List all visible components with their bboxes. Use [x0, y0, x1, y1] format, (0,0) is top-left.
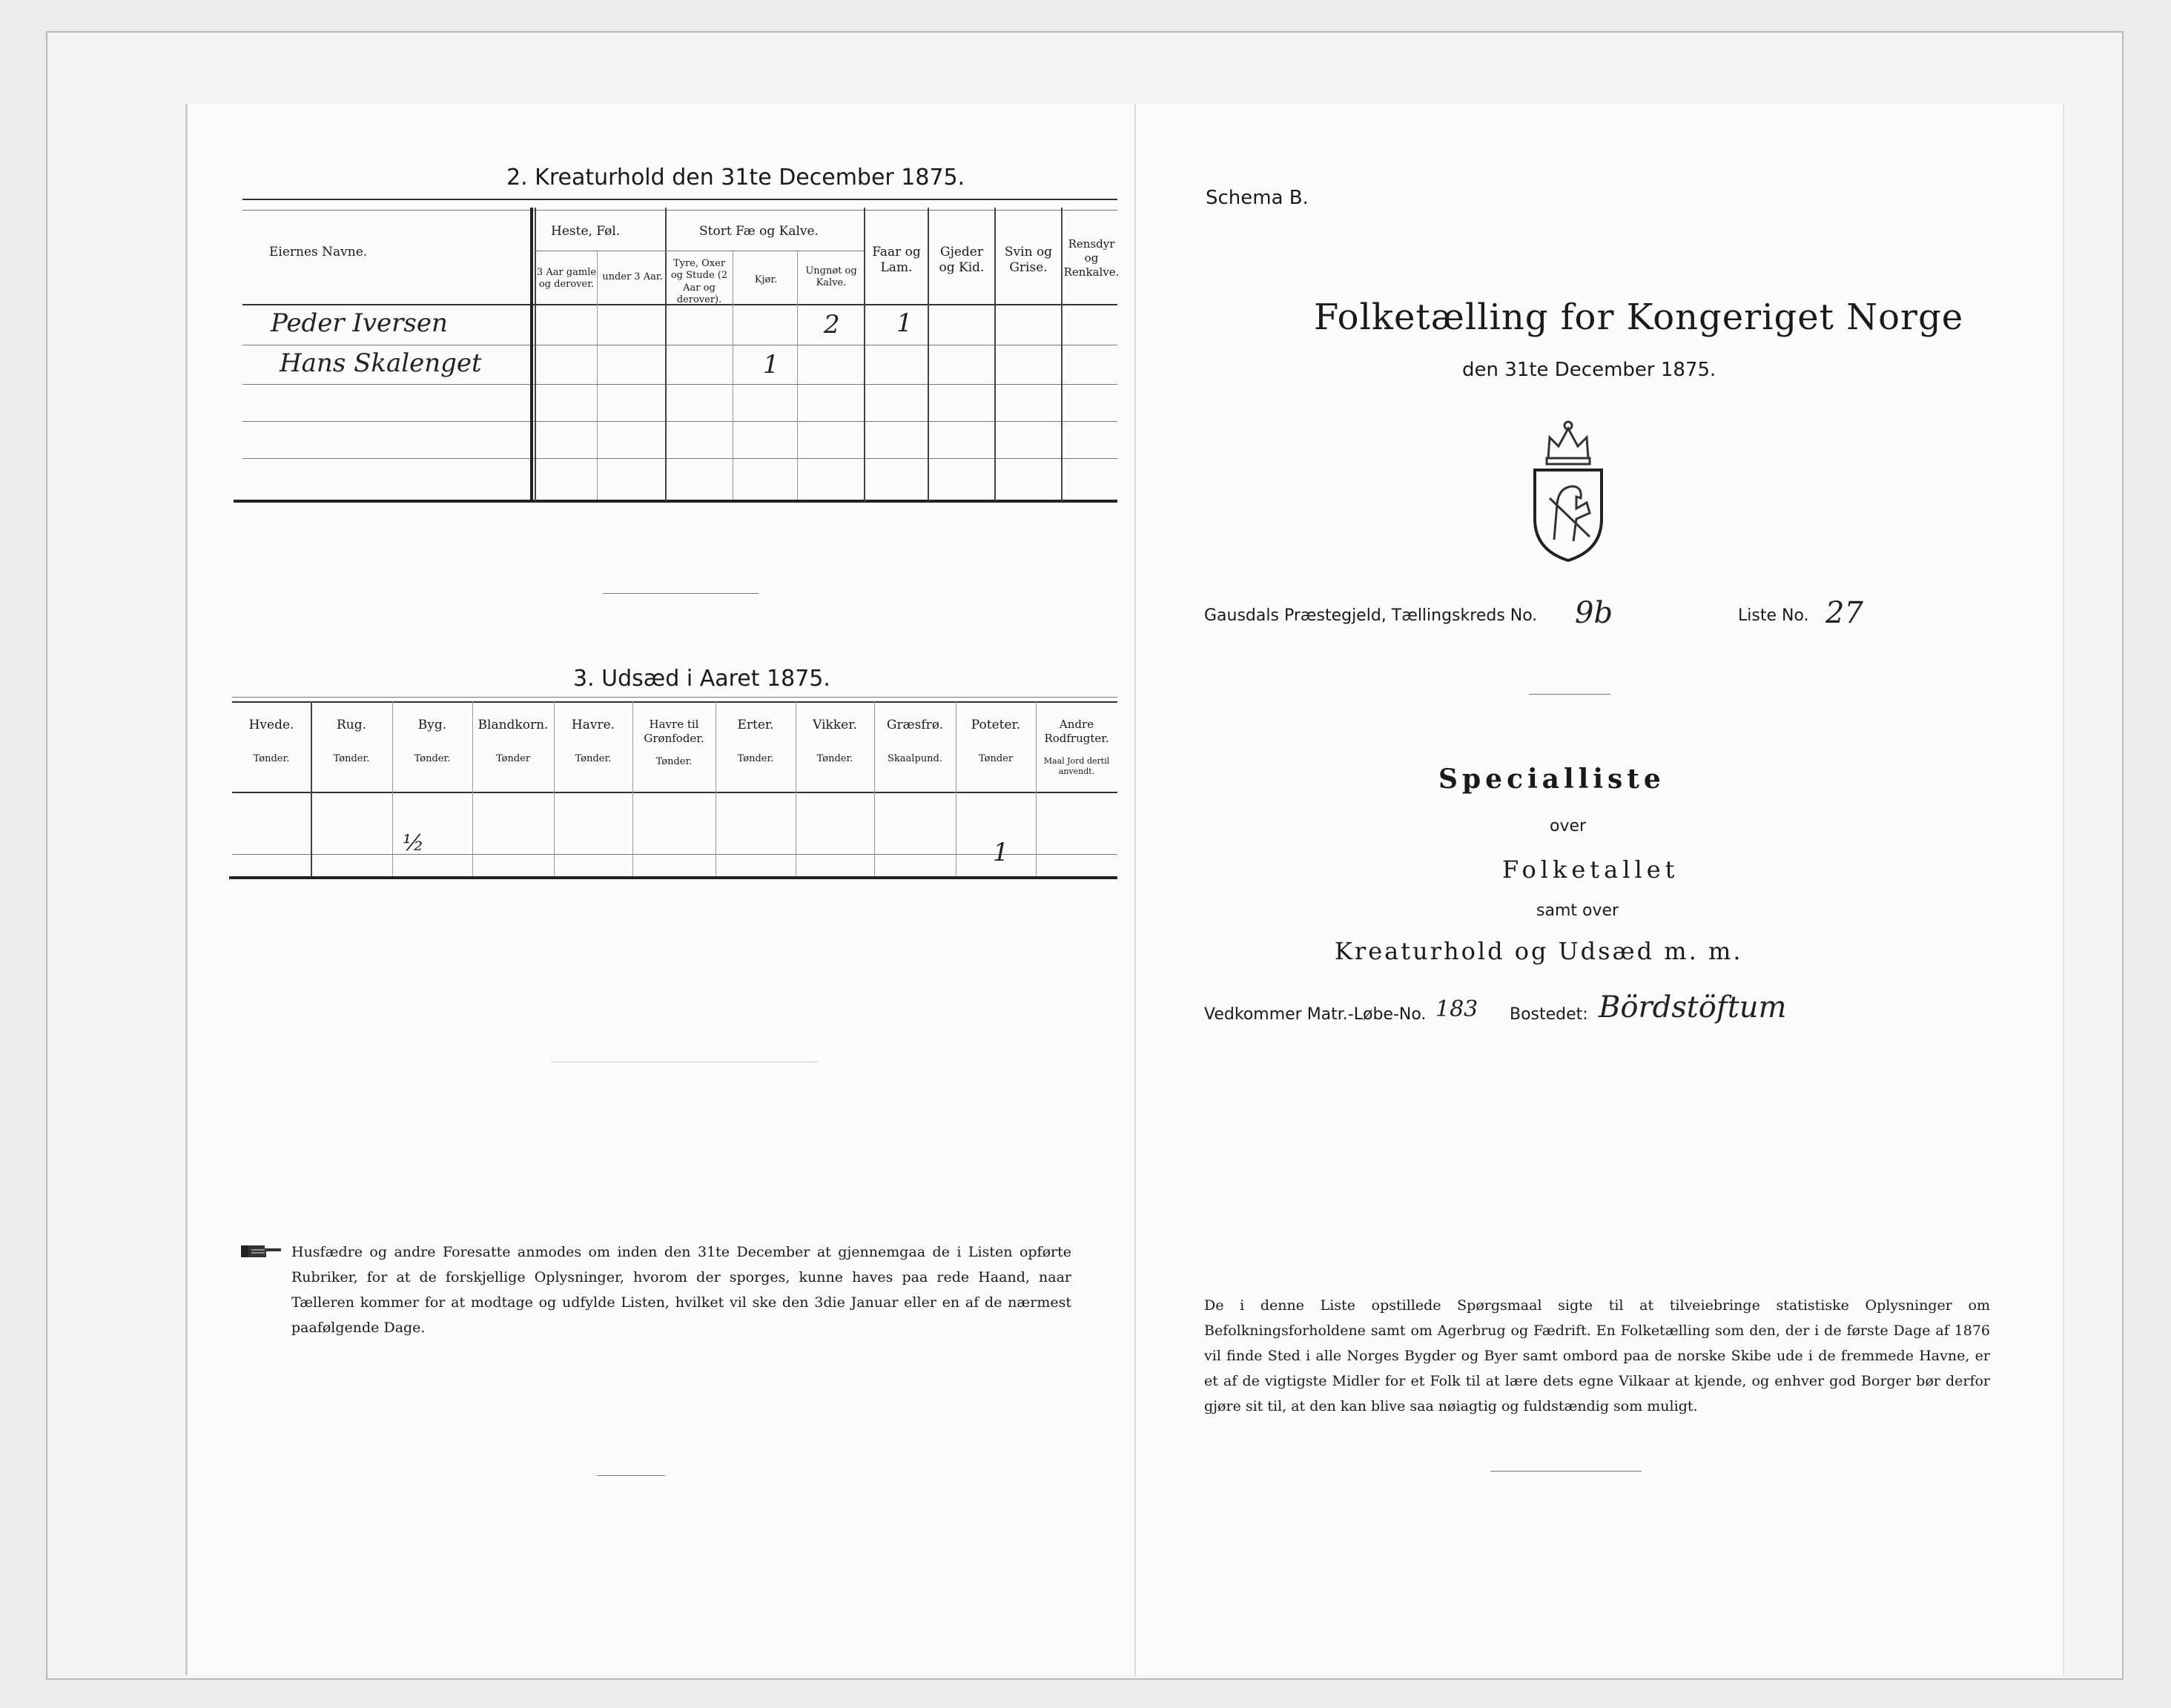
- table1-col-line: [597, 251, 598, 500]
- liste-number: 27: [1825, 596, 1863, 630]
- end-rule: [597, 1475, 665, 1476]
- col-svin-header: Svin og Grise.: [1004, 245, 1053, 276]
- col-heste-group-header: Heste, Føl.: [551, 224, 621, 239]
- samt-over-text: samt over: [1536, 901, 1619, 920]
- matr-number: 183: [1435, 996, 1478, 1022]
- col-tyre-header: Tyre, Oxer og Stude (2 Aar og derover).: [670, 258, 728, 305]
- table2-top-rule-inner: [232, 701, 1117, 703]
- table2-col-unit: Tønder.: [575, 753, 612, 764]
- end-rule-right: [1490, 1471, 1642, 1472]
- table2-col-header: Græsfrø.: [886, 718, 944, 732]
- table2-col-header: Poteter.: [971, 718, 1021, 732]
- table1-row-rule: [242, 421, 1117, 422]
- table2-col-unit: Tønder: [495, 753, 531, 764]
- table2-col-header: Havre til Grønfoder.: [644, 718, 704, 745]
- right-page: [1134, 104, 2064, 1675]
- title-separator: [1529, 694, 1610, 695]
- schema-label: Schema B.: [1206, 187, 1309, 209]
- table1-bottom-rule: [234, 500, 1117, 503]
- table2-col-unit: Tønder: [978, 753, 1014, 764]
- col-faar-header: Faar og Lam.: [872, 245, 921, 276]
- table2-row-rule: [232, 854, 1117, 855]
- table1-col-line: [928, 208, 929, 501]
- table1-name-divider-inner: [535, 208, 536, 501]
- info-paragraph: De i denne Liste opstillede Spørgsmaal sigte til at tilveiebringe statistiske Oplysninger om Befolkningsforholdene samt om Agerbrug og Fædrift. En Folketælling som den, der i de første Dage af 1876 vil finde Sted i alle Norges Bygder og Byer samt ombord paa de norske Skibe ude i de fremmede Havne, er et af de vigtigste Midler for et Folk til at lære dets egne Vilkaar at kjende, og enhver god Borger bør derfor gjøre sit til, at den kan blive saa nøiagtig og fuldstændig som muligt.: [1204, 1297, 1990, 1414]
- bosted-label: Bostedet:: [1510, 1005, 1588, 1024]
- census-date: den 31te December 1875.: [1462, 359, 1716, 381]
- table2-col-unit: Tønder.: [737, 753, 774, 764]
- table2-col-unit: Tønder.: [816, 753, 853, 764]
- norway-coat-of-arms-icon: [1527, 415, 1609, 563]
- table2-bottom-rule: [229, 876, 1117, 879]
- table2-col-unit: Tønder.: [253, 753, 290, 764]
- table2-col-unit: Skaalpund.: [888, 753, 942, 764]
- kreds-number: 9b: [1575, 596, 1613, 630]
- poteter-value: 1: [993, 838, 1009, 867]
- bosted-value: Bördstöftum: [1599, 990, 1787, 1025]
- col-ungnot-header: Ungnøt og Kalve.: [805, 265, 857, 289]
- row-1-ungnot-value: 2: [824, 310, 840, 340]
- col-heste-under3-header: under 3 Aar.: [602, 271, 663, 282]
- location-label: Gausdals Præstegjeld, Tællingskreds No.: [1204, 606, 1538, 625]
- table2-col-unit: Tønder.: [655, 756, 693, 767]
- table1-col-line: [864, 208, 865, 501]
- col-heste-3aar-header: 3 Aar gamle og derover.: [536, 267, 597, 291]
- census-title: Folketælling for Kongeriget Norge: [1314, 297, 1964, 338]
- col-stort-group-header: Stort Fæ og Kalve.: [699, 224, 819, 239]
- kreaturhold-heading: Kreaturhold og Udsæd m. m.: [1335, 937, 1743, 965]
- table1-row-rule: [242, 384, 1117, 385]
- separator-rule: [603, 593, 759, 594]
- notice-paragraph: Husfædre og andre Foresatte anmodes om inden den 31te December at gjennemgaa de i Listen opførte Rubriker, for at de forskjellige Oplysninger, hvorom der sporges, kunne haves paa rede Haand, naar Tælleren kommer for at modtage og udfylde Listen, hvilket vil ske den 3die Januar eller en af de nærmest paafølgende Dage.: [291, 1244, 1071, 1336]
- table2-col-header: Andre Rodfrugter.: [1044, 718, 1109, 745]
- table2-col-header: Byg.: [417, 718, 447, 732]
- pointing-hand-icon: [241, 1241, 282, 1260]
- owner-row-2: Hans Skalenget: [280, 348, 482, 378]
- table2-col-header: Hvede.: [248, 718, 294, 732]
- table2-col-header: Vikker.: [813, 718, 857, 732]
- table2-top-rule: [232, 697, 1117, 698]
- section-2-title: 2. Kreaturhold den 31te December 1875.: [506, 165, 965, 191]
- table2-col-unit: Maal Jord dertil anvendt.: [1043, 756, 1110, 776]
- table2-col-header: Erter.: [737, 718, 774, 732]
- owner-row-1: Peder Iversen: [271, 308, 448, 338]
- table2-col-unit: Tønder.: [414, 753, 451, 764]
- table1-col-line: [797, 251, 798, 500]
- left-page: [185, 104, 1137, 1675]
- over-text-1: over: [1550, 817, 1587, 835]
- table2-col-header: Blandkorn.: [478, 718, 549, 732]
- table2-col-unit: Tønder.: [333, 753, 370, 764]
- table1-col-line: [994, 208, 996, 501]
- col-owner-header: Eiernes Navne.: [269, 245, 368, 259]
- table1-top-rule-inner: [242, 210, 1117, 211]
- table1-row-rule: [242, 458, 1117, 459]
- row-1-faar-value: 1: [896, 308, 913, 338]
- table2-header-rule: [232, 792, 1117, 793]
- col-gjeder-header: Gjeder og Kid.: [939, 245, 985, 276]
- table2-col-header: Rug.: [336, 718, 367, 732]
- col-rensdyr-header: Rensdyr og Renkalve.: [1063, 237, 1120, 279]
- section-3-title: 3. Udsæd i Aaret 1875.: [573, 666, 830, 692]
- folketallet-heading: Folketallet: [1502, 855, 1679, 884]
- liste-label: Liste No.: [1738, 606, 1809, 625]
- table2-col-header: Havre.: [571, 718, 615, 732]
- byg-value: ½: [403, 830, 425, 856]
- table1-col-line: [665, 208, 667, 501]
- table1-name-divider: [530, 208, 533, 501]
- col-kjor-header: Kjør.: [754, 274, 778, 285]
- specialliste-heading: Specialliste: [1438, 764, 1665, 795]
- table1-top-rule: [242, 199, 1117, 200]
- row-2-kjor-value: 1: [763, 350, 779, 380]
- matr-label: Vedkommer Matr.-Løbe-No.: [1204, 1005, 1427, 1024]
